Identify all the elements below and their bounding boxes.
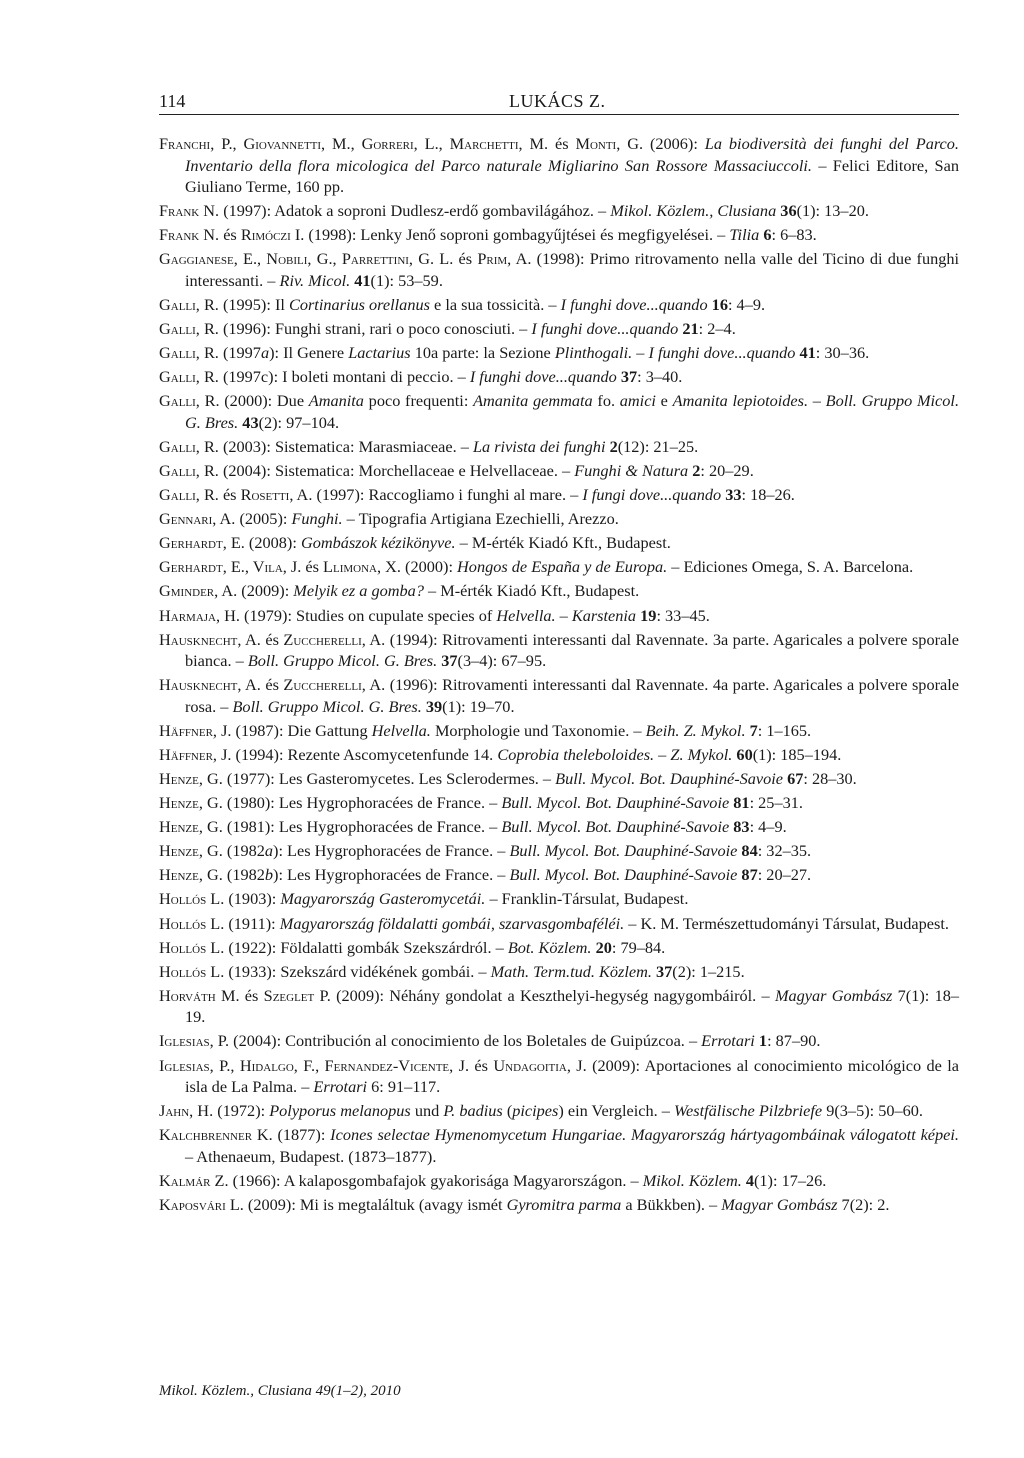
reference-entry	[159, 556, 959, 578]
reference-author: Monti, G.	[575, 134, 644, 153]
reference-volume: 6	[763, 225, 772, 245]
reference-text: (1933): Szekszárd vidékének gombái. –	[224, 961, 491, 981]
reference-text: és	[469, 1055, 494, 1075]
reference-text: (1998): Lenky Jenő soproni gombagyűjtései és megfigyelései. –	[304, 225, 730, 245]
reference-text: –	[555, 605, 572, 625]
reference-text: –	[654, 744, 671, 764]
reference-text: – K. M. Természettudományi Társulat, Budapest.	[624, 913, 949, 933]
reference-italic: Riv. Micol.	[279, 270, 351, 290]
reference-italic: Amanita	[308, 391, 364, 411]
reference-entry	[159, 744, 959, 766]
reference-italic: I funghi dove...quando	[531, 318, 679, 338]
reference-text: (2009):	[237, 581, 294, 601]
reference-entry	[159, 816, 959, 838]
reference-author: Iglesias, P.	[159, 1031, 230, 1051]
reference-text: (2004): Contribución al conocimiento de los Boletales de Guipúzcoa. –	[229, 1031, 702, 1051]
reference-text: : 18–26.	[741, 485, 795, 505]
reference-italic: Bull. Mycol. Bot. Dauphiné-Savoie	[501, 793, 730, 813]
reference-text: : 2–4.	[698, 318, 736, 338]
reference-text: (1911):	[224, 913, 280, 933]
reference-text: – Franklin-Társulat, Budapest.	[485, 889, 689, 909]
reference-text: und	[410, 1101, 444, 1121]
reference-volume: 2	[609, 436, 618, 456]
reference-entry	[159, 674, 959, 717]
reference-entry	[159, 436, 959, 458]
reference-text: ): Les Hygrophoracées de France. –	[273, 841, 510, 861]
reference-volume: 41	[354, 270, 371, 290]
reference-text: – Tipografia Artigiana Ezechielli, Arezzo.	[342, 509, 619, 529]
reference-volume: 41	[799, 343, 816, 363]
reference-author: Jahn, H.	[159, 1101, 214, 1121]
reference-entry	[159, 532, 959, 554]
reference-italic: Bot. Közlem.	[507, 937, 592, 957]
reference-entry	[159, 913, 959, 935]
reference-text: : 20–29.	[700, 460, 754, 480]
reference-text: és	[548, 134, 576, 153]
reference-italic: Helvella.	[371, 720, 431, 740]
reference-author: Galli, R.	[159, 460, 219, 480]
reference-text: Morphologie und Taxonomie. –	[430, 720, 646, 740]
reference-entry	[159, 200, 959, 222]
reference-text: (1977): Les Gasteromycetes. Les Sclerodermes. –	[222, 768, 556, 788]
reference-text: (1): 17–26.	[754, 1170, 827, 1190]
reference-italic: Boll. Gruppo Micol. G. Bres.	[232, 696, 422, 716]
reference-text: (1980): Les Hygrophoracées de France. –	[222, 793, 502, 813]
reference-volume: 36	[780, 201, 797, 221]
reference-volume: 21	[682, 318, 699, 338]
reference-italic: Polyporus melanopus	[269, 1101, 411, 1121]
reference-italic: Magyarország Gasteromycetái.	[280, 889, 486, 909]
reference-text: (2009): Mi is megtaláltuk (avagy ismét	[243, 1194, 507, 1214]
reference-volume: 87	[741, 865, 758, 885]
reference-author: Henze, G.	[159, 793, 223, 813]
reference-italic: Magyar Gombász	[721, 1194, 838, 1214]
reference-text: : 4–9.	[727, 294, 766, 314]
reference-text: 10a parte: la Sezione	[410, 343, 555, 363]
reference-text: (1981): Les Hygrophoracées de France. –	[222, 817, 502, 837]
reference-author: Hollós L.	[159, 937, 225, 957]
reference-text: (1903):	[224, 889, 281, 909]
reference-author: Iglesias, P., Hidalgo, F., Fernandez-Vicente, J.	[159, 1055, 470, 1075]
reference-author: Henze, G.	[159, 768, 223, 788]
reference-author: Henze, G.	[159, 841, 223, 861]
reference-author: Zuccherelli, A.	[283, 675, 386, 695]
reference-volume: 83	[733, 817, 750, 837]
reference-volume: 81	[733, 793, 750, 813]
reference-text: – M-érték Kiadó Kft., Budapest.	[423, 581, 640, 601]
reference-text: (1922): Földalatti gombák Szekszárdról. –	[224, 937, 508, 957]
reference-author: Gminder, A.	[159, 581, 238, 601]
reference-text: ) ein Vergleich. –	[558, 1101, 674, 1121]
reference-italic: Gyromitra parma	[506, 1194, 622, 1214]
reference-text: (2009): Néhány gondolat a Keszthelyi-hegység nagygombáiról. –	[330, 985, 775, 1005]
reference-text: (1966): A kalaposgombafajok gyakorisága Magyarországon. –	[228, 1170, 643, 1190]
reference-italic: Mikol. Közlem., Clusiana	[610, 201, 777, 221]
reference-entry	[159, 768, 959, 790]
reference-text: (12): 21–25.	[617, 436, 699, 456]
reference-italic: La rivista dei funghi	[472, 436, 606, 456]
reference-text: és	[260, 629, 284, 649]
reference-author: Häffner, J.	[159, 744, 232, 764]
reference-text: : 25–31.	[749, 793, 803, 813]
reference-entry	[159, 1124, 959, 1167]
reference-author: Prim, A.	[477, 249, 532, 269]
reference-volume: 19	[640, 605, 657, 625]
reference-italic: I funghi dove...quando	[648, 343, 796, 363]
reference-italic: Beih. Z. Mykol.	[645, 720, 746, 740]
reference-author: Gennari, A.	[159, 509, 236, 529]
reference-entry	[159, 720, 959, 742]
reference-text: (1996): Ritrovamenti interessanti dal Ravennate. 4a parte. Agaricales a polvere sporale rosa. –	[185, 675, 959, 716]
reference-italic: Mikol. Közlem.	[642, 1170, 742, 1190]
reference-text: – Ediciones Omega, S. A. Barcelona.	[667, 557, 914, 577]
reference-author: Galli, R.	[159, 318, 219, 338]
reference-author: Gaggianese, E., Nobili, G., Parrettini, G. L.	[159, 249, 454, 269]
reference-text: – Athenaeum, Budapest. (1873–1877).	[185, 1146, 437, 1166]
reference-entry	[159, 580, 959, 602]
reference-text: (2000): Due	[219, 391, 309, 411]
reference-text: és	[301, 557, 324, 577]
reference-volume: 37	[656, 961, 673, 981]
reference-italic: Z. Mykol.	[670, 744, 733, 764]
reference-italic: Lactarius	[348, 343, 411, 363]
reference-entry	[159, 840, 959, 862]
reference-text: ): Les Hygrophoracées de France. –	[273, 865, 510, 885]
reference-entry	[159, 1100, 959, 1122]
reference-entry	[159, 248, 959, 291]
reference-entry	[159, 318, 959, 340]
reference-author: Szeglet P.	[263, 985, 331, 1005]
reference-italic: Gombászok kézikönyve.	[300, 533, 456, 553]
reference-entry	[159, 390, 959, 433]
reference-italic: Bull. Mycol. Bot. Dauphiné-Savoie	[555, 768, 784, 788]
reference-text: : 4–9.	[749, 817, 787, 837]
reference-italic: La biodiversità dei funghi del Parco. Inventario della flora micologica del Parco naturale Migliarino San Rossore Massaciuccoli.	[185, 134, 959, 175]
reference-text: 7(1): 18–19.	[185, 985, 959, 1027]
reference-italic: b	[264, 865, 274, 885]
reference-text: (1996): Funghi strani, rari o poco conosciuti. –	[218, 318, 532, 338]
reference-text: (1): 53–59.	[370, 270, 443, 290]
reference-volume: 33	[725, 485, 742, 505]
reference-italic: Cortinarius orellanus	[288, 294, 430, 314]
reference-volume: 16	[711, 294, 728, 314]
reference-text: (1979): Studies on cupulate species of	[239, 605, 497, 625]
reference-italic: a	[260, 343, 270, 363]
reference-entry	[159, 888, 959, 910]
reference-italic: Errotari	[701, 1031, 755, 1051]
reference-entry	[159, 1030, 959, 1052]
reference-text: (2000):	[400, 557, 458, 577]
reference-text: (1994): Rezente Ascomycetenfunde 14.	[231, 744, 498, 764]
reference-author: Galli, R.	[159, 391, 220, 411]
reference-italic: Amanita gemmata	[473, 391, 593, 411]
reference-author: Frank N.	[159, 201, 220, 221]
reference-italic: Helvella.	[496, 605, 556, 625]
reference-italic: a	[264, 841, 274, 861]
reference-italic: Errotari	[313, 1077, 368, 1096]
reference-italic: Boll. Gruppo Micol. G. Bres.	[185, 391, 960, 432]
reference-entry	[159, 937, 959, 959]
reference-entry	[159, 508, 959, 530]
reference-italic: Karstenia	[571, 605, 637, 625]
reference-author: Llimona, X.	[323, 557, 401, 577]
reference-author: Galli, R.	[159, 294, 219, 314]
reference-text: és	[260, 675, 284, 695]
reference-italic: Plinthogali.	[554, 343, 633, 363]
reference-volume: 2	[692, 460, 701, 480]
reference-entry	[159, 792, 959, 814]
reference-author: Hausknecht, A.	[159, 629, 261, 649]
reference-text: (2): 97–104.	[258, 412, 340, 432]
reference-entry	[159, 961, 959, 983]
reference-volume: 37	[620, 367, 638, 387]
reference-text: (1997): Raccogliamo i funghi al mare. –	[312, 485, 583, 505]
reference-text: poco frequenti:	[363, 391, 474, 411]
reference-italic: I funghi dove...quando	[469, 367, 617, 387]
reference-text: : 30–36.	[815, 343, 870, 363]
reference-text: : 87–90.	[767, 1031, 821, 1051]
reference-italic: Tilia	[729, 225, 760, 245]
reference-text: : 20–27.	[757, 865, 812, 885]
reference-text: (	[502, 1101, 513, 1121]
reference-italic: amici	[619, 391, 656, 411]
page-footer: Mikol. Közlem., Clusiana 49(1–2), 2010	[159, 1383, 401, 1399]
reference-volume: 60	[736, 744, 753, 764]
reference-author: Galli, R.	[159, 343, 219, 363]
reference-text: –	[808, 391, 826, 411]
reference-text: 7(2): 2.	[837, 1194, 890, 1214]
reference-italic: Icones selectae Hymenomycetum Hungariae. Magyarország hártyagombáinak válogatott képei.	[330, 1125, 959, 1145]
reference-text: : 28–30.	[803, 768, 857, 788]
reference-italic: Bull. Mycol. Bot. Dauphiné-Savoie	[509, 841, 738, 861]
reference-text: (1982	[222, 865, 265, 885]
reference-text: és	[219, 225, 241, 245]
reference-text: : 6–83.	[771, 225, 817, 245]
reference-volume: 84	[741, 841, 758, 861]
reference-author: Henze, G.	[159, 817, 223, 837]
reference-text: –	[632, 343, 649, 363]
reference-author: Rimóczi I.	[240, 225, 305, 245]
reference-entry	[159, 484, 959, 506]
reference-text: : 79–84.	[611, 937, 666, 957]
reference-italic: I funghi dove...quando	[560, 294, 708, 314]
reference-italic: Math. Term.tud. Közlem.	[490, 961, 652, 981]
reference-entry	[159, 224, 959, 246]
reference-entry	[159, 1194, 959, 1216]
reference-text: (3–4): 67–95.	[457, 651, 547, 671]
running-head: LUKÁCS Z.	[509, 91, 606, 111]
reference-author: Frank N.	[159, 225, 220, 245]
reference-entry	[159, 133, 959, 198]
reference-text: a Bükkben). –	[621, 1194, 722, 1214]
reference-italic: Coprobia theleboloides.	[497, 744, 655, 764]
reference-author: Galli, R.	[159, 485, 219, 505]
reference-volume: 67	[787, 768, 804, 788]
reference-text: (2): 1–215.	[672, 961, 745, 981]
reference-text: (1982	[222, 841, 265, 861]
reference-entry	[159, 864, 959, 886]
reference-text: : 32–35.	[757, 841, 812, 861]
reference-text: (1997): Adatok a soproni Dudlesz-erdő gombavilágához. –	[219, 201, 611, 221]
reference-italic: Boll. Gruppo Micol. G. Bres.	[247, 651, 438, 671]
reference-text: (2003): Sistematica: Marasmiaceae. –	[218, 436, 473, 456]
reference-text: : 3–40.	[637, 367, 683, 387]
reference-entry	[159, 342, 959, 364]
reference-text: (2006):	[643, 134, 705, 153]
reference-text: és	[239, 985, 264, 1005]
reference-entry	[159, 294, 959, 316]
reference-text: (1987): Die Gattung	[231, 720, 372, 740]
reference-text: és	[453, 249, 478, 269]
reference-text: és	[218, 485, 241, 505]
reference-text: (1995): Il	[218, 294, 289, 314]
page-number: 114	[159, 91, 186, 111]
reference-text: : 33–45.	[656, 605, 710, 625]
reference-author: Henze, G.	[159, 865, 223, 885]
reference-italic: Amanita lepiotoides.	[672, 391, 809, 411]
reference-entry	[159, 366, 959, 388]
reference-italic: Bull. Mycol. Bot. Dauphiné-Savoie	[501, 817, 730, 837]
reference-italic: Westfälische Pilzbriefe	[673, 1101, 823, 1121]
reference-italic: Hongos de España y de Europa.	[457, 557, 668, 577]
reference-volume: 39	[425, 696, 443, 716]
reference-volume: 37	[441, 651, 458, 671]
reference-author: Gerhardt, E.	[159, 533, 245, 553]
reference-entry	[159, 1170, 959, 1192]
reference-italic: Magyar Gombász	[774, 985, 893, 1005]
page-header	[159, 88, 959, 115]
reference-volume: 20	[595, 937, 612, 957]
reference-list	[159, 133, 959, 1218]
reference-italic: Magyarország földalatti gombái, szarvasgombaféléi.	[279, 913, 625, 933]
reference-author: Franchi, P., Giovannetti, M., Gorreri, L., Marchetti, M.	[159, 134, 549, 153]
reference-italic: P. badius	[443, 1101, 503, 1121]
reference-author: Kalchbrenner K.	[159, 1125, 273, 1145]
reference-text: (1997	[218, 343, 261, 363]
reference-author: Hollós L.	[159, 889, 225, 909]
reference-author: Häffner, J.	[159, 720, 232, 740]
reference-text: (2009): Aportaciones al conocimiento micológico de la isla de La Palma. –	[185, 1055, 960, 1096]
reference-text: e	[655, 391, 673, 411]
reference-author: Kaposvári L.	[159, 1194, 244, 1214]
reference-text: (2008):	[244, 533, 301, 553]
reference-volume: 4	[745, 1170, 754, 1190]
reference-author: Hollós L.	[159, 961, 225, 981]
reference-entry	[159, 460, 959, 482]
reference-author: Gerhardt, E., Vila, J.	[159, 557, 302, 577]
reference-text: 6: 91–117.	[367, 1077, 441, 1096]
reference-text: fo.	[592, 391, 620, 411]
reference-entry	[159, 605, 959, 627]
reference-text: (1): 19–70.	[442, 696, 515, 716]
reference-text: – Felici Editore, San Giuliano Terme, 160 pp.	[185, 155, 959, 196]
reference-italic: picipes	[512, 1101, 559, 1121]
reference-volume: 7	[749, 720, 758, 740]
reference-italic: Funghi & Natura	[574, 460, 689, 480]
reference-italic: Bull. Mycol. Bot. Dauphiné-Savoie	[509, 865, 738, 885]
reference-text: (1998): Primo ritrovamento nella valle del Ticino di due funghi interessanti. –	[185, 249, 960, 290]
reference-text: (1997c): I boleti montani di peccio. –	[218, 367, 470, 387]
reference-italic: Melyik ez a gomba?	[293, 581, 424, 601]
reference-text: (1877):	[272, 1125, 331, 1145]
reference-italic: Funghi.	[291, 509, 343, 529]
reference-author: Hollós L.	[159, 913, 225, 933]
reference-entry	[159, 1055, 959, 1098]
reference-entry	[159, 629, 959, 672]
reference-author: Galli, R.	[159, 436, 219, 456]
reference-author: Horváth M.	[159, 985, 240, 1005]
reference-text: ): Il Genere	[269, 343, 349, 363]
reference-italic: I fungi dove...quando	[582, 485, 722, 505]
reference-text: – M-érték Kiadó Kft., Budapest.	[455, 533, 671, 553]
reference-volume: 1	[758, 1031, 768, 1051]
reference-author: Hausknecht, A.	[159, 675, 261, 695]
reference-text: (1972):	[213, 1101, 270, 1121]
reference-author: Undagoitia, J.	[493, 1055, 587, 1075]
reference-author: Harmaja, H.	[159, 605, 240, 625]
reference-author: Galli, R.	[159, 367, 219, 387]
reference-text: (1994): Ritrovamenti interessanti dal Ravennate. 3a parte. Agaricales a polvere sporale bianca. –	[185, 629, 959, 671]
reference-text: (1): 13–20.	[796, 201, 869, 221]
reference-author: Rosetti, A.	[240, 485, 313, 505]
reference-volume: 43	[242, 412, 259, 432]
reference-text: (2004): Sistematica: Morchellaceae e Helvellaceae. –	[218, 460, 575, 480]
reference-text: 9(3–5): 50–60.	[822, 1101, 923, 1121]
reference-text: (1): 185–194.	[752, 744, 842, 764]
reference-text: e la sua tossicità. –	[429, 294, 561, 314]
reference-author: Kalmár Z.	[159, 1170, 229, 1190]
reference-text: (2005):	[235, 509, 292, 529]
reference-text: : 1–165.	[757, 720, 812, 740]
reference-entry	[159, 985, 959, 1028]
reference-author: Zuccherelli, A.	[283, 629, 386, 649]
